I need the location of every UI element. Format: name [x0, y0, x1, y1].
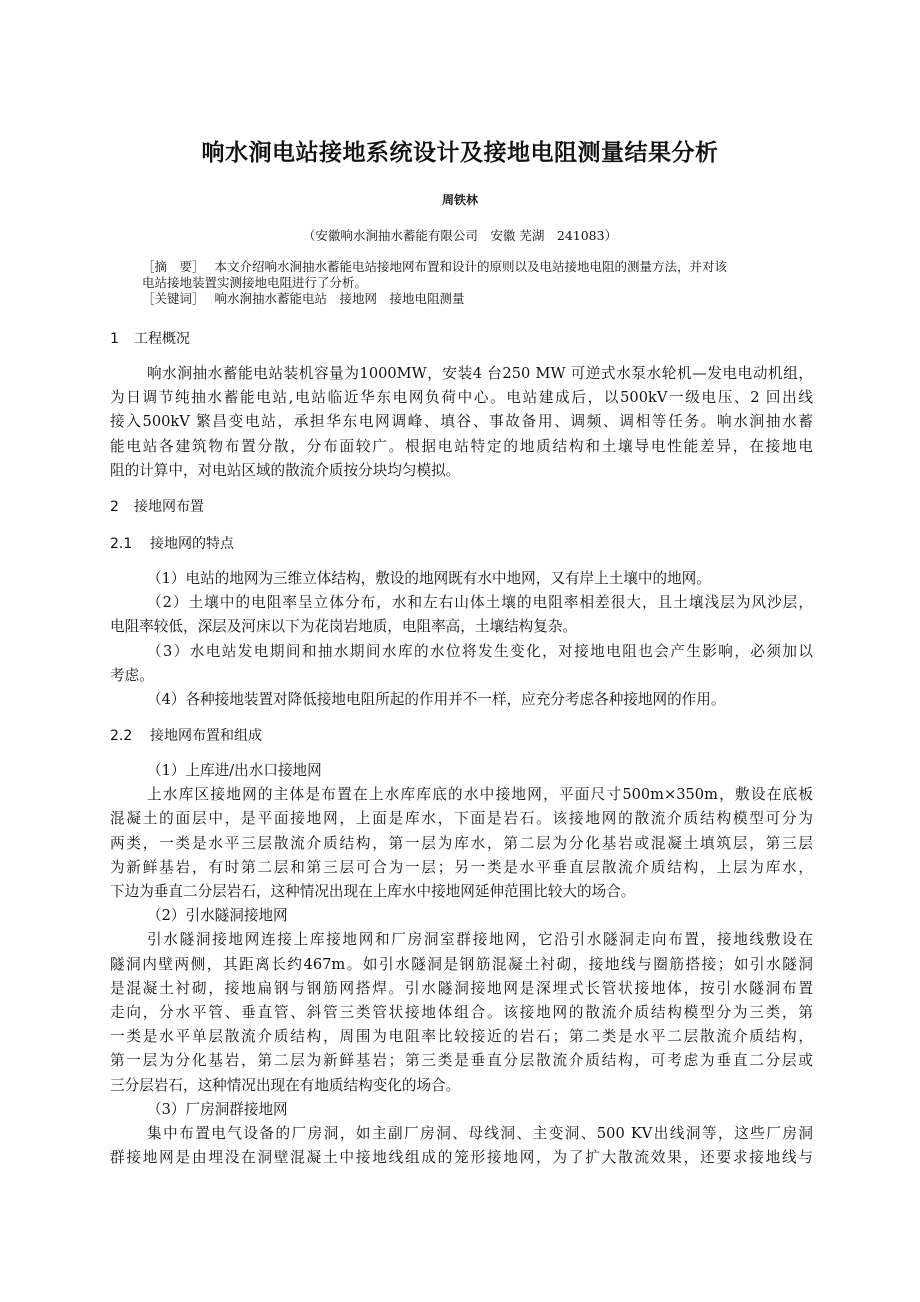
text-line: 接入500kV 繁昌变电站，承担华东电网调峰、填谷、事故备用、调频、调相等任务。响水涧抽水蓄: [110, 413, 813, 431]
section-2-1-heading: [110, 533, 234, 553]
abstract-text-1: 本文介绍响水涧抽水蓄能电站接地网布置和设计的原则以及电站接地电阻的测量方法，并对该: [214, 259, 728, 274]
text-line: 阻的计算中，对电站区域的散流介质按分块均匀模拟。: [110, 461, 461, 479]
text-line: 引水隧洞接地网连接上库接地网和厂房洞室群接地网，它沿引水隧洞走向布置，接地线敷设在: [147, 931, 813, 949]
subsection-title: （3）厂房洞群接地网: [147, 1100, 288, 1118]
text-line: 三分层岩石，这种情况出现在有地质结构变化的场合。: [110, 1076, 461, 1094]
subsection-title: （1）上库进/出水口接地网: [147, 762, 322, 779]
text-line: 两类，一类是水平三层散流介质结构，第一层为库水，第二层为分化基岩或混凝土填筑层，第三层: [110, 834, 813, 852]
section-2-heading: [110, 496, 204, 516]
abstract-block: [142, 259, 802, 307]
section-1-paragraph: [110, 362, 813, 483]
abstract-line-2: 电站接地装置实测接地电阻进行了分析。: [142, 275, 368, 290]
keywords-line: [142, 291, 802, 307]
abstract-label: ［摘 要］: [142, 259, 205, 274]
text-line: 是混凝土衬砌，接地扁钢与钢筋网搭焊。引水隧洞接地网是深埋式长管状接地体，按引水隧洞布置: [110, 979, 813, 997]
affiliation: （安徽响水涧抽水蓄能有限公司 安徽 芜湖 241083）: [302, 228, 618, 243]
section-2-1-paragraphs: [110, 567, 813, 712]
text-line: 为新鲜基岩，有时第二层和第三层可合为一层；另一类是水平垂直层散流介质结构，上层为库水，: [110, 858, 813, 876]
section-number: 2: [110, 499, 119, 515]
section-title: 接地网的特点: [150, 536, 234, 552]
text-line: 为日调节纯抽水蓄能电站,电站临近华东电网负荷中心。电站建成后，以500kV一级电压、2 回出线: [110, 389, 813, 407]
text-line: 上水库区接地网的主体是布置在上水库库底的水中接地网，平面尺寸500m×350m，敷设在底板: [147, 786, 813, 804]
subsection-title: （2）引水隧洞接地网: [147, 907, 288, 925]
text-line: （2）土壤中的电阻率呈立体分布，水和左右山体土壤的电阻率相差很大，且土壤浅层为风沙层，: [147, 594, 813, 612]
text-line: （4）各种接地装置对降低接地电阻所起的作用并不一样，应充分考虑各种接地网的作用。: [147, 691, 726, 709]
section-title: 工程概况: [134, 331, 190, 347]
author-name: 周铁林: [441, 193, 478, 207]
text-line: 电阻率较低，深层及河床以下为花岗岩地质，电阻率高，土壤结构复杂。: [110, 618, 578, 636]
section-2-2-heading: [110, 725, 262, 745]
abstract-line-1: [142, 259, 802, 275]
section-number: 1: [110, 331, 119, 347]
section-title: 接地网布置和组成: [150, 728, 262, 744]
text-line: 群接地网是由埋没在洞壁混凝土中接地线组成的笼形接地网，为了扩大散流效果，还要求接地线与: [110, 1149, 813, 1167]
text-line: 第一层为分化基岩，第二层为新鲜基岩；第三类是垂直分层散流介质结构，可考虑为垂直二分层或: [110, 1052, 813, 1070]
text-line: 走向，分水平管、垂直管、斜管三类管状接地体组合。该接地网的散流介质结构模型分为三类，第: [110, 1004, 813, 1022]
text-line: 隧洞内壁两侧，其距离长约467m。如引水隧洞是钢筋混凝土衬砌，接地线与圈筋搭接；如引水隧洞: [110, 955, 813, 973]
text-line: 一类是水平单层散流介质结构，周围为电阻率比较接近的岩石；第二类是水平二层散流介质结构，: [110, 1028, 813, 1046]
text-line: 响水涧抽水蓄能电站装机容量为1000MW，安装4 台250 MW 可逆式水泵水轮机—发电电动机组，: [147, 365, 813, 382]
keywords-label: ［关键词］: [142, 291, 205, 306]
section-number: 2.2: [110, 728, 133, 744]
section-number: 2.1: [110, 536, 133, 552]
keywords-text: 响水涧抽水蓄能电站 接地网 接地电阻测量: [214, 291, 465, 306]
text-line: （1）电站的地网为三维立体结构，敷设的地网既有水中地网，又有岸上土壤中的地网。: [147, 570, 711, 587]
text-line: 能电站各建筑物布置分散，分布面较广。根据电站特定的地质结构和土壤导电性能差异，在接地电: [110, 437, 813, 455]
section-1-heading: [110, 328, 190, 348]
text-line: 考虑。: [110, 666, 154, 684]
section-title: 接地网布置: [134, 499, 204, 515]
text-line: 集中布置电气设备的厂房洞，如主副厂房洞、母线洞、主变洞、500 KV出线洞等，这些厂房洞: [147, 1125, 813, 1143]
text-line: 下边为垂直二分层岩石，这种情况出现在上库水中接地网延伸范围比较大的场合。: [110, 883, 636, 901]
text-line: （3）水电站发电期间和抽水期间水库的水位将发生变化，对接地电阻也会产生影响，必须加以: [147, 642, 813, 660]
section-2-2-paragraphs: [110, 759, 813, 1170]
paper-title: 响水涧电站接地系统设计及接地电阻测量结果分析: [201, 140, 719, 166]
text-line: 混凝土的面层中，是平面接地网，上面是库水，下面是岩石。该接地网的散流介质结构模型可分为: [110, 810, 813, 828]
